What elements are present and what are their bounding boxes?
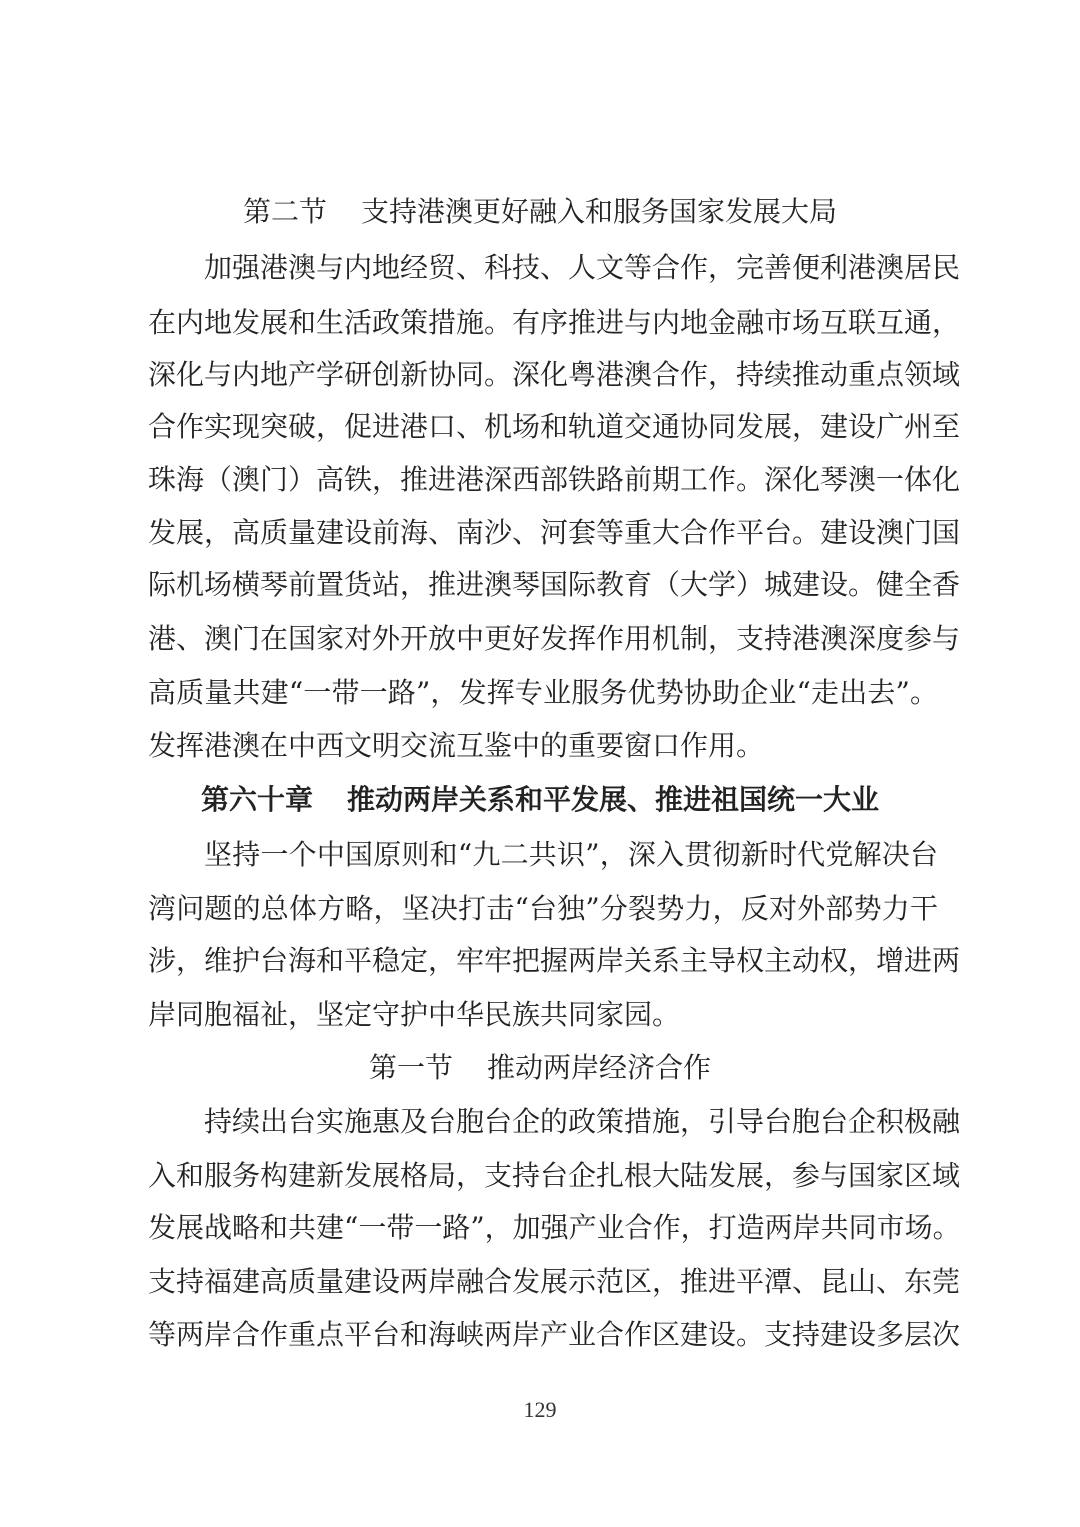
section-title: 推动两岸经济合作 (487, 1051, 712, 1084)
chapter-number: 第六十章 (200, 783, 313, 816)
paragraph-line: 珠海（澳门）高铁，推进港深西部铁路前期工作。深化琴澳一体化 (148, 463, 961, 496)
page-number: 129 (523, 1397, 557, 1422)
paragraph-line: 持续出台实施惠及台胞台企的政策措施，引导台胞台企积极融 (204, 1105, 961, 1138)
paragraph-line: 湾问题的总体方略，坚决打击“台独”分裂势力，反对外部势力干 (148, 892, 938, 925)
paragraph-line: 发展，高质量建设前海、南沙、河套等重大合作平台。建设澳门国 (148, 516, 961, 549)
paragraph-line: 涉，维护台海和平稳定，牢牢把握两岸关系主导权主动权，增进两 (148, 944, 961, 977)
section-number: 第一节 (368, 1051, 453, 1084)
section-title: 支持港澳更好融入和服务国家发展大局 (361, 195, 838, 228)
paragraph-line: 岸同胞福祉，坚定守护中华民族共同家园。 (148, 998, 681, 1031)
paragraph-line: 际机场横琴前置货站，推进澳琴国际教育（大学）城建设。健全香 (148, 568, 961, 601)
paragraph-line: 加强港澳与内地经贸、科技、人文等合作，完善便利港澳居民 (204, 251, 961, 284)
paragraph-line: 发挥港澳在中西文明交流互鉴中的重要窗口作用。 (148, 729, 765, 762)
section-number: 第二节 (242, 195, 327, 228)
paragraph-line: 等两岸合作重点平台和海峡两岸产业合作区建设。支持建设多层次 (148, 1318, 961, 1351)
section-heading (0, 192, 1080, 232)
paragraph-line: 合作实现突破，促进港口、机场和轨道交通协同发展，建设广州至 (148, 410, 961, 443)
paragraph-line: 支持福建高质量建设两岸融合发展示范区，推进平潭、昆山、东莞 (148, 1265, 961, 1298)
chapter-title: 推动两岸关系和平发展、推进祖国统一大业 (347, 783, 880, 816)
paragraph-line: 深化与内地产学研创新协同。深化粤港澳合作，持续推动重点领域 (148, 358, 961, 391)
paragraph-line: 高质量共建“一带一路”，发挥专业服务优势协助企业“走出去”。 (148, 676, 938, 709)
section-heading (0, 1048, 1080, 1088)
paragraph-line: 在内地发展和生活政策措施。有序推进与内地金融市场互联互通， (148, 306, 961, 339)
paragraph-line: 港、澳门在国家对外开放中更好发挥作用机制，支持港澳深度参与 (148, 622, 961, 655)
paragraph-line: 入和服务构建新发展格局，支持台企扎根大陆发展，参与国家区域 (148, 1159, 961, 1192)
paragraph-line: 发展战略和共建“一带一路”，加强产业合作，打造两岸共同市场。 (148, 1211, 961, 1244)
paragraph-line: 坚持一个中国原则和“九二共识”，深入贯彻新时代党解决台 (204, 838, 938, 871)
chapter-heading (0, 780, 1080, 820)
